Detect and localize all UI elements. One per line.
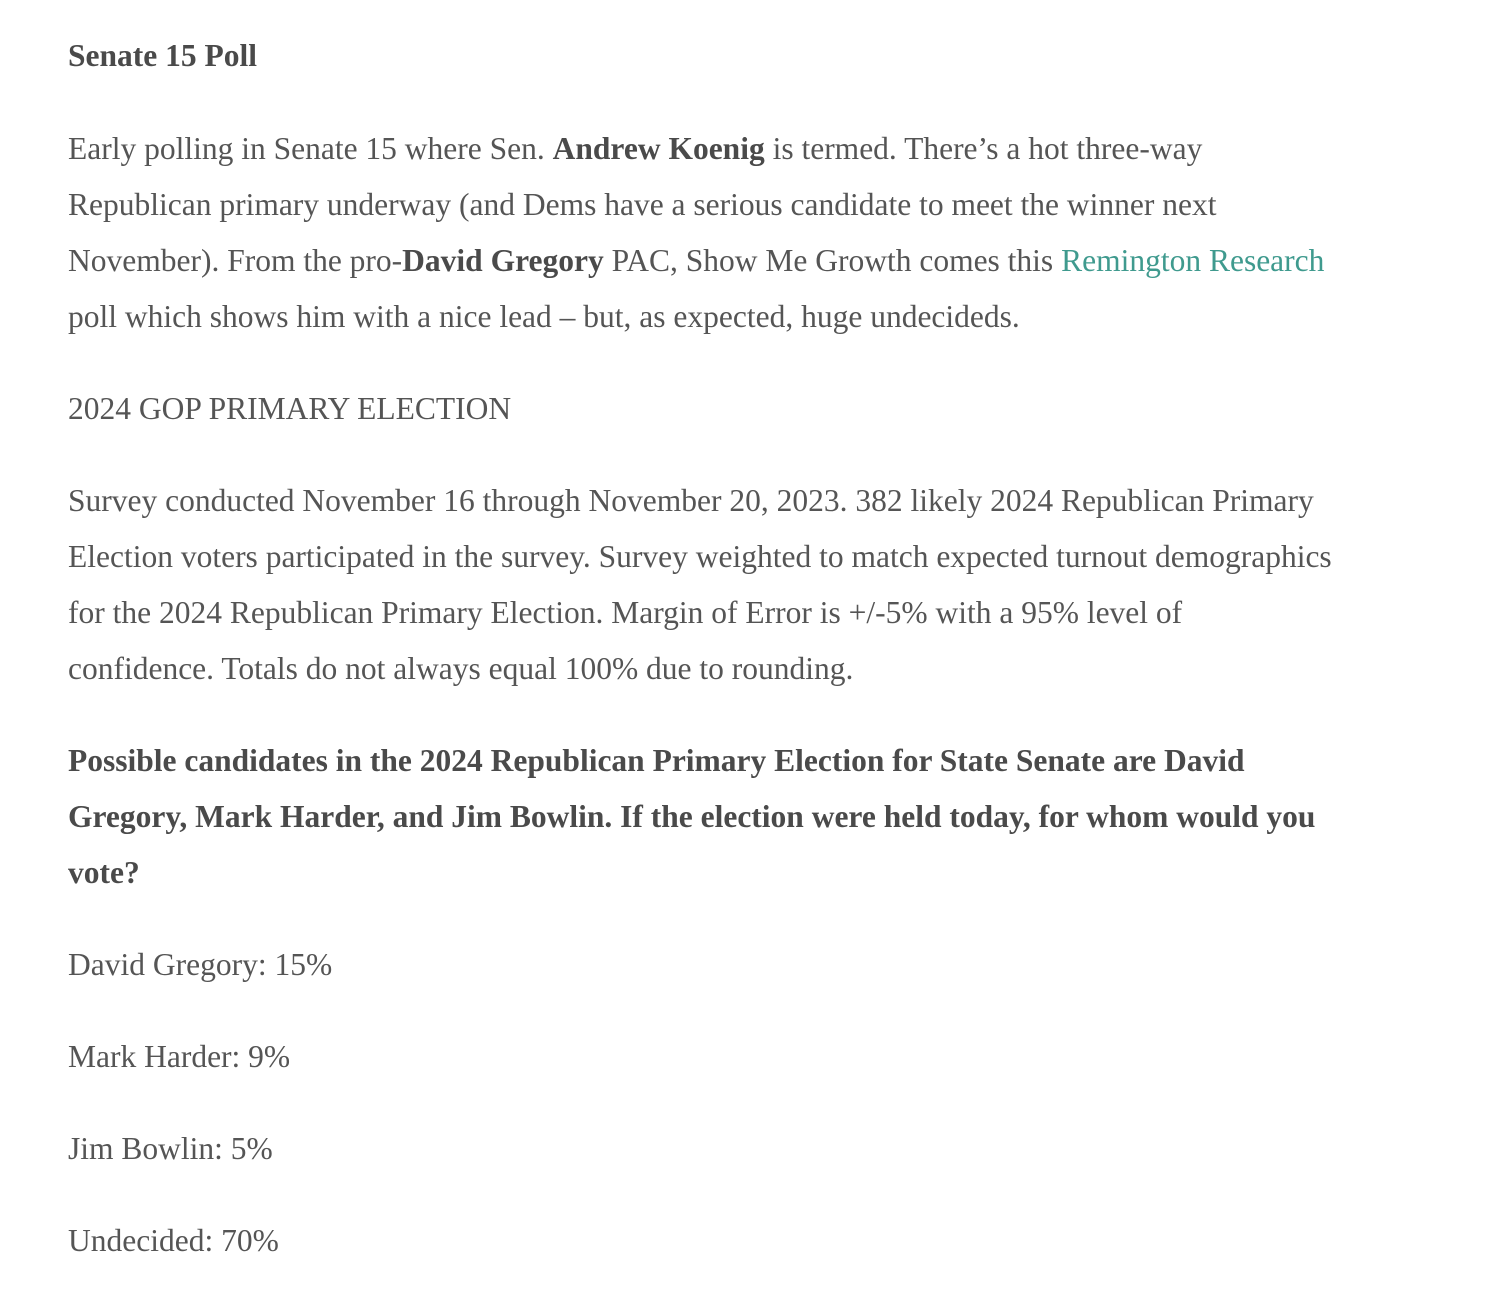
question-line-3: vote? xyxy=(68,855,140,890)
post-heading xyxy=(68,28,257,84)
remington-research-link[interactable]: Remington Research xyxy=(1061,243,1325,278)
intro-line-2: Republican primary underway (and Dems have a serious candidate to meet the winner next xyxy=(68,187,1217,222)
intro-paragraph xyxy=(68,121,1324,345)
result-undecided: Undecided: 70% xyxy=(68,1223,279,1258)
section-title-text: 2024 GOP PRIMARY ELECTION xyxy=(68,391,512,426)
methodology-line-3: for the 2024 Republican Primary Election. Margin of Error is +/-5% with a 95% level of xyxy=(68,595,1183,630)
name-andrew-koenig: Andrew Koenig xyxy=(552,131,765,166)
methodology-line-4: confidence. Totals do not always equal 100% due to rounding. xyxy=(68,651,854,686)
methodology-paragraph xyxy=(68,473,1332,697)
result-jim-bowlin: Jim Bowlin: 5% xyxy=(68,1131,273,1166)
intro-line-4: poll which shows him with a nice lead – but, as expected, huge undecideds. xyxy=(68,299,1020,334)
intro-line-3: November). From the pro-David Gregory PAC, Show Me Growth comes this Remington Research xyxy=(68,243,1325,278)
section-title xyxy=(68,381,511,437)
question-line-1: Possible candidates in the 2024 Republican Primary Election for State Senate are David xyxy=(68,743,1245,778)
question-line-2: Gregory, Mark Harder, and Jim Bowlin. If the election were held today, for whom would you xyxy=(68,799,1316,834)
poll-question xyxy=(68,733,1315,901)
result-mark-harder: Mark Harder: 9% xyxy=(68,1039,291,1074)
name-david-gregory: David Gregory xyxy=(402,243,604,278)
intro-line-1: Early polling in Senate 15 where Sen. Andrew Koenig is termed. There’s a hot three-way xyxy=(68,131,1203,166)
methodology-line-2: Election voters participated in the survey. Survey weighted to match expected turnout demographics xyxy=(68,539,1332,574)
methodology-line-1: Survey conducted November 16 through November 20, 2023. 382 likely 2024 Republican Primary xyxy=(68,483,1314,518)
result-david-gregory: David Gregory: 15% xyxy=(68,947,333,982)
post-heading-text: Senate 15 Poll xyxy=(68,38,257,73)
